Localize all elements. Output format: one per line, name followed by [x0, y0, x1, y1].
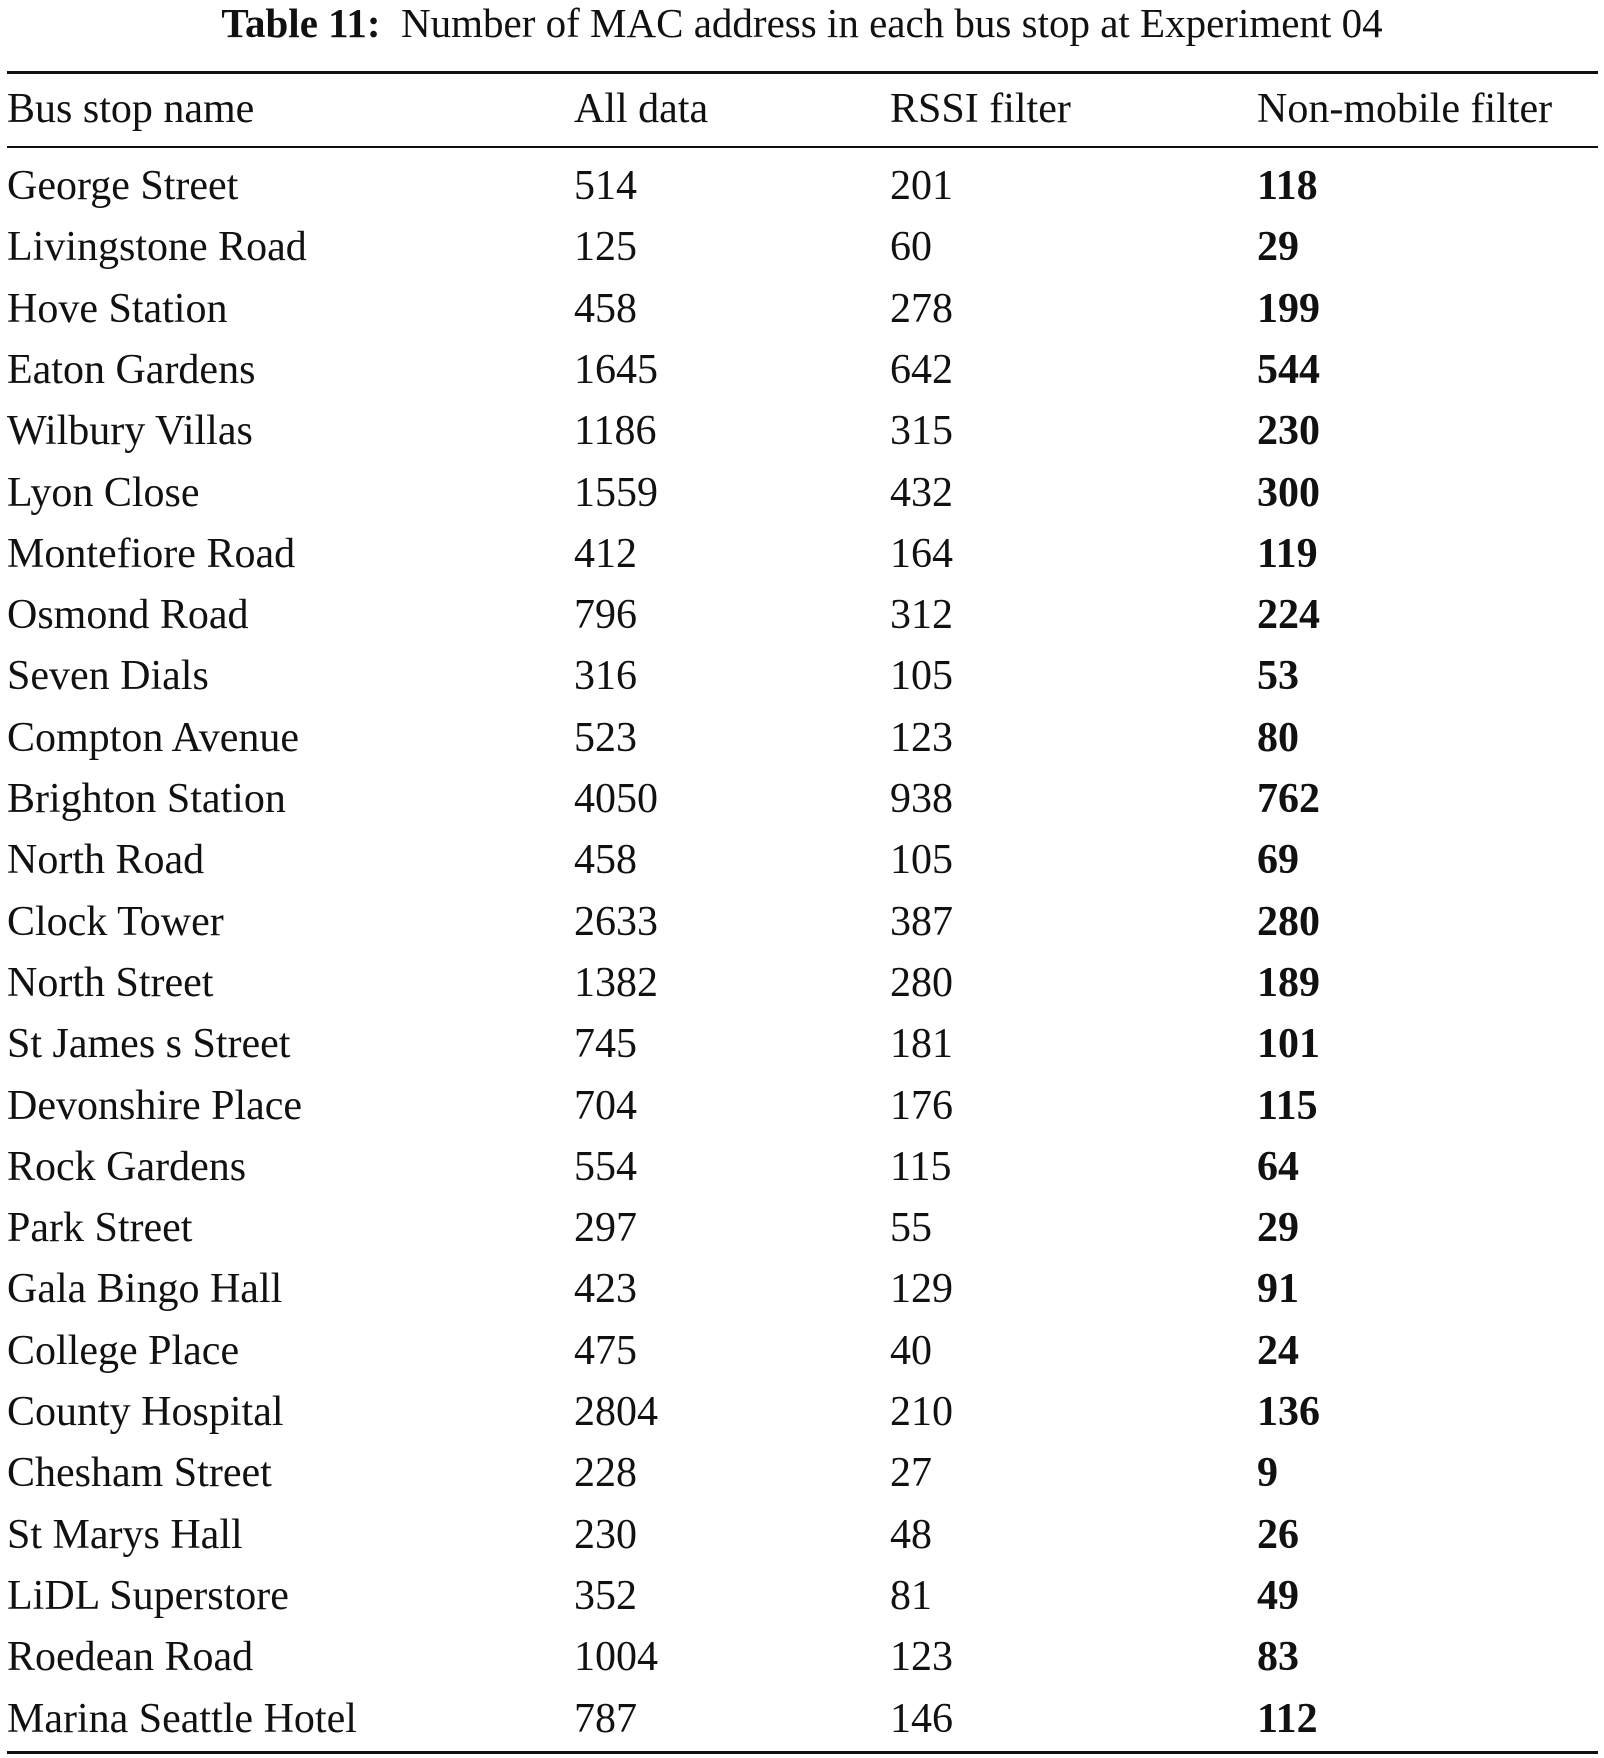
- column-header: Bus stop name: [7, 86, 255, 132]
- table-row: [0, 1137, 1604, 1198]
- non-mobile-filter-cell: 9: [1257, 1450, 1278, 1496]
- rssi-filter-cell: 55: [890, 1205, 932, 1251]
- table-row: [0, 1382, 1604, 1443]
- non-mobile-filter-cell: 199: [1257, 286, 1320, 332]
- rssi-filter-cell: 129: [890, 1266, 953, 1312]
- all-data-cell: 475: [574, 1328, 637, 1374]
- rssi-filter-cell: 60: [890, 224, 932, 270]
- table-row: [0, 1259, 1604, 1320]
- table-row: [0, 340, 1604, 401]
- table-row: [0, 524, 1604, 585]
- table-row: [0, 1321, 1604, 1382]
- all-data-cell: 1004: [574, 1634, 658, 1680]
- non-mobile-filter-cell: 189: [1257, 960, 1320, 1006]
- table-row: [0, 463, 1604, 524]
- rssi-filter-cell: 105: [890, 653, 953, 699]
- non-mobile-filter-cell: 762: [1257, 776, 1320, 822]
- table-row: [0, 1689, 1604, 1750]
- non-mobile-filter-cell: 118: [1257, 163, 1318, 209]
- all-data-cell: 745: [574, 1021, 637, 1067]
- all-data-cell: 796: [574, 592, 637, 638]
- bus-stop-name-cell: Gala Bingo Hall: [7, 1266, 283, 1312]
- table-row: [0, 1076, 1604, 1137]
- table-row: [0, 646, 1604, 707]
- non-mobile-filter-cell: 80: [1257, 715, 1299, 761]
- table-row: [0, 156, 1604, 217]
- bus-stop-name-cell: George Street: [7, 163, 239, 209]
- table-header-row: [0, 79, 1604, 140]
- rssi-filter-cell: 642: [890, 347, 953, 393]
- column-header: RSSI filter: [890, 86, 1071, 132]
- non-mobile-filter-cell: 49: [1257, 1573, 1299, 1619]
- table-caption: [0, 0, 1604, 46]
- rssi-filter-cell: 164: [890, 531, 953, 577]
- non-mobile-filter-cell: 53: [1257, 653, 1299, 699]
- bus-stop-name-cell: Lyon Close: [7, 470, 200, 516]
- table-row: [0, 1014, 1604, 1075]
- all-data-cell: 125: [574, 224, 637, 270]
- non-mobile-filter-cell: 101: [1257, 1021, 1320, 1067]
- non-mobile-filter-cell: 224: [1257, 592, 1320, 638]
- all-data-cell: 230: [574, 1512, 637, 1558]
- non-mobile-filter-cell: 280: [1257, 899, 1320, 945]
- table-header-rule: [7, 146, 1598, 148]
- bus-stop-name-cell: North Street: [7, 960, 214, 1006]
- bus-stop-name-cell: Wilbury Villas: [7, 408, 253, 454]
- all-data-cell: 423: [574, 1266, 637, 1312]
- all-data-cell: 412: [574, 531, 637, 577]
- rssi-filter-cell: 210: [890, 1389, 953, 1435]
- all-data-cell: 352: [574, 1573, 637, 1619]
- table-top-rule: [7, 71, 1598, 74]
- all-data-cell: 1559: [574, 470, 658, 516]
- all-data-cell: 316: [574, 653, 637, 699]
- bus-stop-name-cell: Marina Seattle Hotel: [7, 1696, 357, 1742]
- non-mobile-filter-cell: 83: [1257, 1634, 1299, 1680]
- table-row: [0, 1198, 1604, 1259]
- rssi-filter-cell: 278: [890, 286, 953, 332]
- rssi-filter-cell: 938: [890, 776, 953, 822]
- table-row: [0, 830, 1604, 891]
- non-mobile-filter-cell: 136: [1257, 1389, 1320, 1435]
- all-data-cell: 704: [574, 1083, 637, 1129]
- all-data-cell: 228: [574, 1450, 637, 1496]
- table-row: [0, 1443, 1604, 1504]
- rssi-filter-cell: 146: [890, 1696, 953, 1742]
- table-caption-text: Number of MAC address in each bus stop at Experiment 04: [401, 0, 1383, 46]
- bus-stop-name-cell: LiDL Superstore: [7, 1573, 289, 1619]
- non-mobile-filter-cell: 26: [1257, 1512, 1299, 1558]
- bus-stop-name-cell: Seven Dials: [7, 653, 209, 699]
- all-data-cell: 2633: [574, 899, 658, 945]
- rssi-filter-cell: 105: [890, 837, 953, 883]
- bus-stop-name-cell: Livingstone Road: [7, 224, 307, 270]
- bus-stop-name-cell: Clock Tower: [7, 899, 224, 945]
- non-mobile-filter-cell: 230: [1257, 408, 1320, 454]
- table-row: [0, 769, 1604, 830]
- all-data-cell: 523: [574, 715, 637, 761]
- all-data-cell: 4050: [574, 776, 658, 822]
- bus-stop-name-cell: St Marys Hall: [7, 1512, 243, 1558]
- bus-stop-name-cell: Roedean Road: [7, 1634, 254, 1680]
- rssi-filter-cell: 40: [890, 1328, 932, 1374]
- rssi-filter-cell: 123: [890, 715, 953, 761]
- rssi-filter-cell: 387: [890, 899, 953, 945]
- table-row: [0, 585, 1604, 646]
- all-data-cell: 458: [574, 837, 637, 883]
- table-row: [0, 953, 1604, 1014]
- non-mobile-filter-cell: 119: [1257, 531, 1318, 577]
- bus-stop-name-cell: Osmond Road: [7, 592, 249, 638]
- non-mobile-filter-cell: 29: [1257, 224, 1299, 270]
- all-data-cell: 2804: [574, 1389, 658, 1435]
- column-header: All data: [574, 86, 709, 132]
- all-data-cell: 1382: [574, 960, 658, 1006]
- non-mobile-filter-cell: 112: [1257, 1696, 1318, 1742]
- table-row: [0, 892, 1604, 953]
- all-data-cell: 554: [574, 1144, 637, 1190]
- table-row: [0, 279, 1604, 340]
- table-row: [0, 1505, 1604, 1566]
- all-data-cell: 514: [574, 163, 637, 209]
- non-mobile-filter-cell: 115: [1257, 1083, 1318, 1129]
- rssi-filter-cell: 312: [890, 592, 953, 638]
- non-mobile-filter-cell: 300: [1257, 470, 1320, 516]
- non-mobile-filter-cell: 29: [1257, 1205, 1299, 1251]
- bus-stop-name-cell: St James s Street: [7, 1021, 291, 1067]
- bus-stop-name-cell: Eaton Gardens: [7, 347, 256, 393]
- bus-stop-name-cell: Hove Station: [7, 286, 228, 332]
- bus-stop-name-cell: Compton Avenue: [7, 715, 300, 761]
- rssi-filter-cell: 27: [890, 1450, 932, 1496]
- bus-stop-name-cell: Park Street: [7, 1205, 193, 1251]
- rssi-filter-cell: 432: [890, 470, 953, 516]
- bus-stop-name-cell: Chesham Street: [7, 1450, 272, 1496]
- rssi-filter-cell: 123: [890, 1634, 953, 1680]
- all-data-cell: 458: [574, 286, 637, 332]
- non-mobile-filter-cell: 91: [1257, 1266, 1299, 1312]
- rssi-filter-cell: 115: [890, 1144, 952, 1190]
- all-data-cell: 787: [574, 1696, 637, 1742]
- bus-stop-name-cell: College Place: [7, 1328, 240, 1374]
- table-row: [0, 217, 1604, 278]
- non-mobile-filter-cell: 24: [1257, 1328, 1299, 1374]
- column-header: Non-mobile filter: [1257, 86, 1553, 132]
- non-mobile-filter-cell: 69: [1257, 837, 1299, 883]
- rssi-filter-cell: 81: [890, 1573, 932, 1619]
- bus-stop-name-cell: North Road: [7, 837, 205, 883]
- non-mobile-filter-cell: 544: [1257, 347, 1320, 393]
- table-row: [0, 708, 1604, 769]
- table-caption-label: Table 11:: [221, 0, 381, 46]
- table-row: [0, 1627, 1604, 1688]
- all-data-cell: 297: [574, 1205, 637, 1251]
- table-bottom-rule: [7, 1751, 1598, 1754]
- rssi-filter-cell: 315: [890, 408, 953, 454]
- rssi-filter-cell: 280: [890, 960, 953, 1006]
- rssi-filter-cell: 181: [890, 1021, 953, 1067]
- non-mobile-filter-cell: 64: [1257, 1144, 1299, 1190]
- table-row: [0, 401, 1604, 462]
- bus-stop-name-cell: Rock Gardens: [7, 1144, 247, 1190]
- bus-stop-name-cell: Devonshire Place: [7, 1083, 303, 1129]
- rssi-filter-cell: 176: [890, 1083, 953, 1129]
- table-row: [0, 1566, 1604, 1627]
- bus-stop-name-cell: Brighton Station: [7, 776, 286, 822]
- all-data-cell: 1645: [574, 347, 658, 393]
- bus-stop-name-cell: Montefiore Road: [7, 531, 296, 577]
- all-data-cell: 1186: [574, 408, 657, 454]
- rssi-filter-cell: 201: [890, 163, 953, 209]
- rssi-filter-cell: 48: [890, 1512, 932, 1558]
- bus-stop-name-cell: County Hospital: [7, 1389, 284, 1435]
